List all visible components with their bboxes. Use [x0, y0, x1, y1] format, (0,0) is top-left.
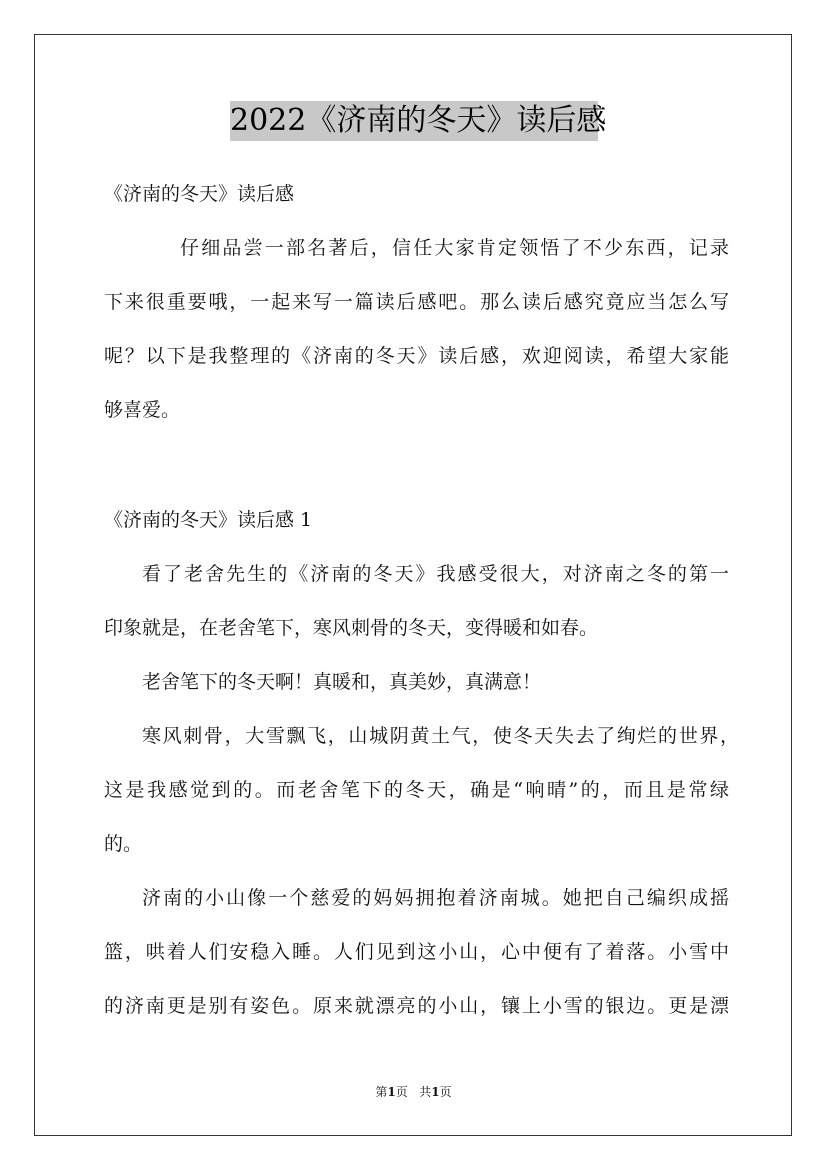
intro-line-3: 呢？以下是我整理的《济南的冬天》读后感，欢迎阅读，希望大家能 [104, 345, 729, 367]
footer-total-prefix: 共 [419, 1085, 432, 1099]
body-line-5: 这是我感觉到的。而老舍笔下的冬天，确是“响晴”的，而且是常绿 [104, 779, 729, 801]
body-line-3: 老舍笔下的冬天啊！真暖和，真美妙，真满意！ [142, 671, 542, 693]
body-line-9: 的济南更是别有姿色。原来就漂亮的小山，镶上小雪的银边。更是漂 [104, 995, 729, 1017]
footer-page-suffix: 页 [395, 1085, 408, 1099]
footer-total-suffix: 页 [439, 1085, 452, 1099]
footer-total-number: 1 [431, 1085, 440, 1099]
section-heading: 《济南的冬天》读后感 1 [104, 509, 313, 531]
footer-page-prefix: 第 [375, 1085, 388, 1099]
subtitle: 《济南的冬天》读后感 [104, 183, 295, 205]
body-line-6: 的。 [104, 833, 143, 855]
body-line-1: 看了老舍先生的《济南的冬天》我感受很大，对济南之冬的第一 [142, 563, 729, 585]
intro-line-1: 仔细品尝一部名著后，信任大家肯定领悟了不少东西，记录 [180, 237, 729, 259]
document-title: 2022《济南的冬天》读后感 [230, 101, 598, 141]
body-line-2: 印象就是，在老舍笔下，寒风刺骨的冬天，变得暖和如春。 [104, 617, 599, 639]
footer-page-number: 1 [387, 1085, 396, 1099]
intro-line-4: 够喜爱。 [104, 399, 181, 421]
body-line-8: 篮，哄着人们安稳入睡。人们见到这小山，心中便有了着落。小雪中 [104, 941, 729, 963]
body-line-7: 济南的小山像一个慈爱的妈妈拥抱着济南城。她把自己编织成摇 [142, 887, 729, 909]
page-footer [0, 1084, 827, 1100]
intro-line-2: 下来很重要哦，一起来写一篇读后感吧。那么读后感究竟应当怎么写 [104, 291, 729, 313]
body-line-4: 寒风刺骨，大雪飘飞，山城阴黄土气，使冬天失去了绚烂的世界， [142, 725, 739, 747]
